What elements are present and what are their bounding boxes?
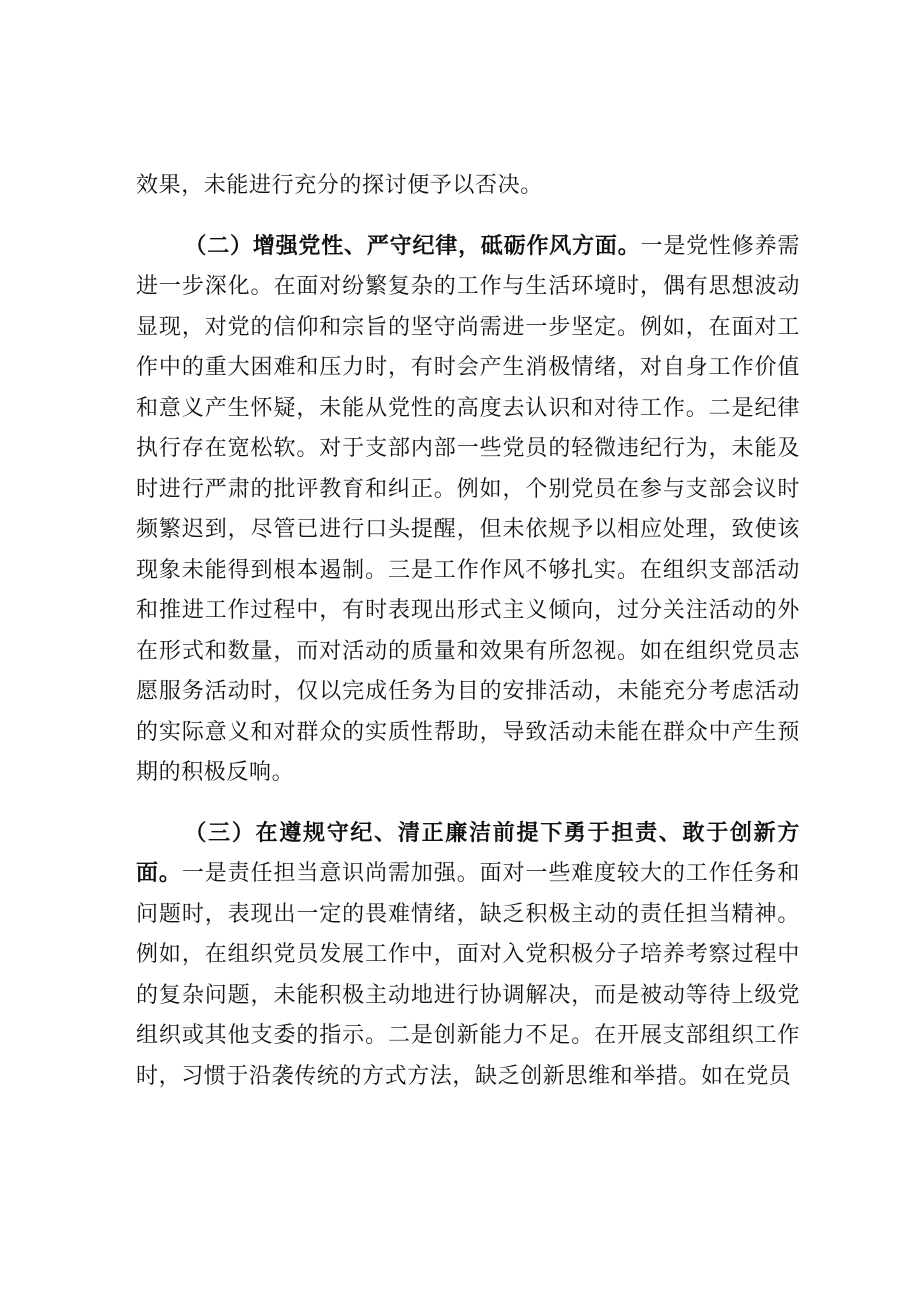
paragraph-text: 一是责任担当意识尚需加强。面对一些难度较大的工作任务和问题时，表现出一定的畏难情绪，缺乏积极主动的责任担当精神。例如，在组织党员发展工作中，面对入党积极分子培养考察过程中的复杂问题，未能积极主动地进行协调解决，而是被动等待上级党组织或其他支委的指示。二是创新能力不足。在开展支部组织工作时，习惯于沿袭传统的方式方法，缺乏创新思维和举措。如在党员: [136, 861, 801, 1089]
section-heading: （三）在遵规守纪、清正廉洁前提下勇于担责、敢于创新方面。: [136, 820, 800, 886]
document-body: [136, 166, 800, 1117]
paragraph-section-two: [136, 227, 800, 794]
paragraph-section-three: [136, 814, 800, 1098]
section-heading: （二）增强党性、严守纪律，砥砺作风方面。: [184, 233, 641, 259]
paragraph-text: 一是党性修养需进一步深化。在面对纷繁复杂的工作与生活环境时，偶有思想波动显现，对党的信仰和宗旨的坚守尚需进一步坚定。例如，在面对工作中的重大困难和压力时，有时会产生消极情绪，对自身工作价值和意义产生怀疑，未能从党性的高度去认识和对待工作。二是纪律执行存在宽松软。对于支部内部一些党员的轻微违纪行为，未能及时进行严肃的批评教育和纠正。例如，个别党员在参与支部会议时频繁迟到，尽管已进行口头提醒，但未依规予以相应处理，致使该现象未能得到根本遏制。三是工作作风不够扎实。在组织支部活动和推进工作过程中，有时表现出形式主义倾向，过分关注活动的外在形式和数量，而对活动的质量和效果有所忽视。如在组织党员志愿服务活动时，仅以完成任务为目的安排活动，未能充分考虑活动的实际意义和对群众的实质性帮助，导致活动未能在群众中产生预期的积极反响。: [136, 233, 800, 785]
paragraph-text: 效果，未能进行充分的探讨便予以否决。: [136, 173, 543, 198]
paragraph-continuation: [136, 166, 800, 207]
